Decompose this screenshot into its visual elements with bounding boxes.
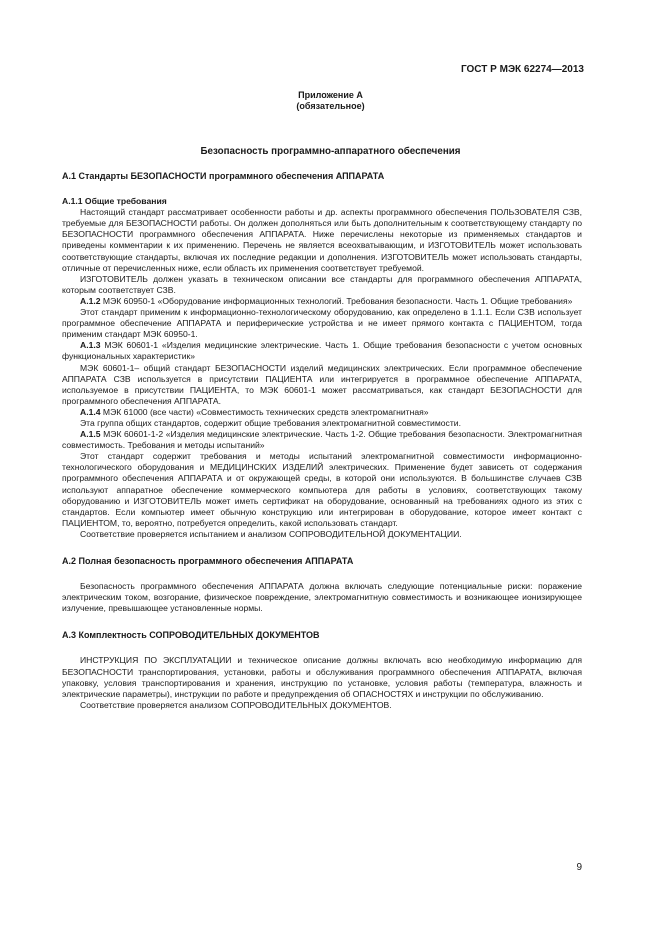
clause-text: МЭК 61000 (все части) «Совместимость технических средств электромагнитная» bbox=[100, 406, 429, 417]
clause-text: МЭК 60950-1 «Оборудование информационных технологий. Требования безопасности. Часть 1. Общие требования» bbox=[100, 295, 573, 306]
paragraph: Соответствие проверяется испытанием и анализом СОПРОВОДИТЕЛЬНОЙ ДОКУМЕНТАЦИИ. bbox=[80, 528, 462, 539]
paragraph: ИНСТРУКЦИЯ ПО ЭКСПЛУАТАЦИИ и техническое описание должны включать всю необходимую информацию для БЕЗОПАСНОСТИ транспортирования, установки, работы и обслуживания программного обеспечения АППАРАТА, включая упаковку, условия транспортирования и хранения, инструкцию по установке, условия работы (температура, влажность и электрические параметры), инструкции по работе и предупреждения об ОПАСНОСТЯХ и инструкции по обслуживанию. bbox=[62, 655, 582, 699]
section-a3-heading: А.3 Комплектность СОПРОВОДИТЕЛЬНЫХ ДОКУМЕНТОВ bbox=[62, 630, 320, 641]
document-code: ГОСТ Р МЭК 62274—2013 bbox=[460, 64, 584, 75]
section-a2-heading: А.2 Полная безопасность программного обеспечения АППАРАТА bbox=[62, 556, 354, 566]
document-body bbox=[62, 171, 582, 711]
annex-header bbox=[0, 90, 661, 112]
paragraph: Настоящий стандарт рассматривает особенности работы и др. аспекты программного обеспечения ПОЛЬЗОВАТЕЛЯ СЗВ, требуемые для БЕЗОПАСНОСТИ работы. Он должен дополняться или быть дополнительным к соответствующему стандарту по БЕЗОПАСНОСТИ программного обеспечения АППАРАТА. Ниже перечислены некоторые из применяемых стандартов и приведены комментарии к их применению. Перечень не является всеохватывающим, и ИЗГОТОВИТЕЛЬ может использовать соответствующие стандарты, включая их последние редакции и дополнения. ИЗГОТОВИТЕЛЬ может использовать стандарты, отличные от перечисленных ниже, если область их применения соответствует требуемой. bbox=[62, 207, 582, 273]
clause-a1-5 bbox=[62, 429, 582, 451]
paragraph: Эта группа общих стандартов, содержит общие требования электромагнитной совместимости. bbox=[80, 417, 461, 428]
clause-a1-3 bbox=[62, 340, 582, 362]
clause-label: А.1.5 bbox=[80, 429, 101, 440]
clause-text: МЭК 60601-1 «Изделия медицинские электрические. Часть 1. Общие требования безопасности с учетом основных функциональных характеристик» bbox=[62, 340, 582, 362]
paragraph: ИЗГОТОВИТЕЛЬ должен указать в техническом описании все стандарты для программного обеспечения АППАРАТА, которым соответствует СЗВ. bbox=[62, 273, 582, 295]
clause-label: А.1.2 bbox=[80, 295, 101, 306]
paragraph: МЭК 60601-1– общий стандарт БЕЗОПАСНОСТИ изделий медицинских электрических. Если программное обеспечение АППАРАТА СЗВ используется в присутствии ПАЦИЕНТА или интегрируется в программное обеспечение АППАРАТА, используемое в присутствии ПАЦИЕНТА, то МЭК 60601-1 может рассматриваться, как стандарт БЕЗОПАСНОСТИ для программного обеспечения АППАРАТА. bbox=[62, 362, 582, 406]
annex-title: Приложение А bbox=[298, 90, 363, 100]
paragraph: Этот стандарт применим к информационно-технологическому оборудованию, как определено в 1.1.1. Если СЗВ использует программное обеспечение АППАРАТА и периферические устройства и не имеет прямого контакта с ПАЦИЕНТОМ, тогда применим стандарт МЭК 60950-1. bbox=[62, 307, 582, 340]
paragraph: Этот стандарт содержит требования и методы испытаний электромагнитной совместимости информационно-технологического оборудования и МЕДИЦИНСКИХ ИЗДЕЛИЙ электрических. Применение будет зависеть от содержания программного обеспечения АППАРАТА и от окружающей среды, в которой они используются. В большинстве случаев СЗВ используют аппаратное обеспечение коммерческого компьютера для работы в условиях, соответствующих такому оборудованию и ИЗГОТОВИТЕЛЬ может иметь сертификат на оборудование, основанный на требованиях одного из этих с стандартов. Если компьютер имеет обычную конструкцию или интегрирован в оборудование, которое имеет контакт с ПАЦИЕНТОМ, то, вероятно, потребуется определить, какой использовать стандарт. bbox=[62, 451, 582, 528]
paragraph: Соответствие проверяется анализом СОПРОВОДИТЕЛЬНЫХ ДОКУМЕНТОВ. bbox=[80, 699, 392, 710]
page-number: 9 bbox=[576, 862, 582, 873]
document-title: Безопасность программно-аппаратного обеспечения bbox=[200, 146, 461, 157]
clause-text: МЭК 60601-1-2 «Изделия медицинские электрические. Часть 1-2. Общие требования безопасности. Электромагнитная совместимость. Требования и методы испытаний» bbox=[62, 429, 582, 451]
clause-a1-2 bbox=[62, 296, 582, 307]
section-a1-heading: А.1 Стандарты БЕЗОПАСНОСТИ программного обеспечения АППАРАТА bbox=[62, 171, 385, 181]
clause-label: А.1.4 bbox=[80, 406, 101, 417]
annex-status: (обязательное) bbox=[296, 101, 365, 111]
clause-label: А.1.3 bbox=[80, 340, 101, 351]
section-a1-1-heading: А.1.1 Общие требования bbox=[62, 196, 167, 207]
paragraph: Безопасность программного обеспечения АППАРАТА должна включать следующие потенциальные риски: поражение электрическим током, возгорание, физическое повреждение, электромагнитную совместимость и возникающее ионизирующее излучение, превышающее установленные нормы. bbox=[62, 581, 582, 614]
clause-a1-4 bbox=[62, 407, 582, 418]
